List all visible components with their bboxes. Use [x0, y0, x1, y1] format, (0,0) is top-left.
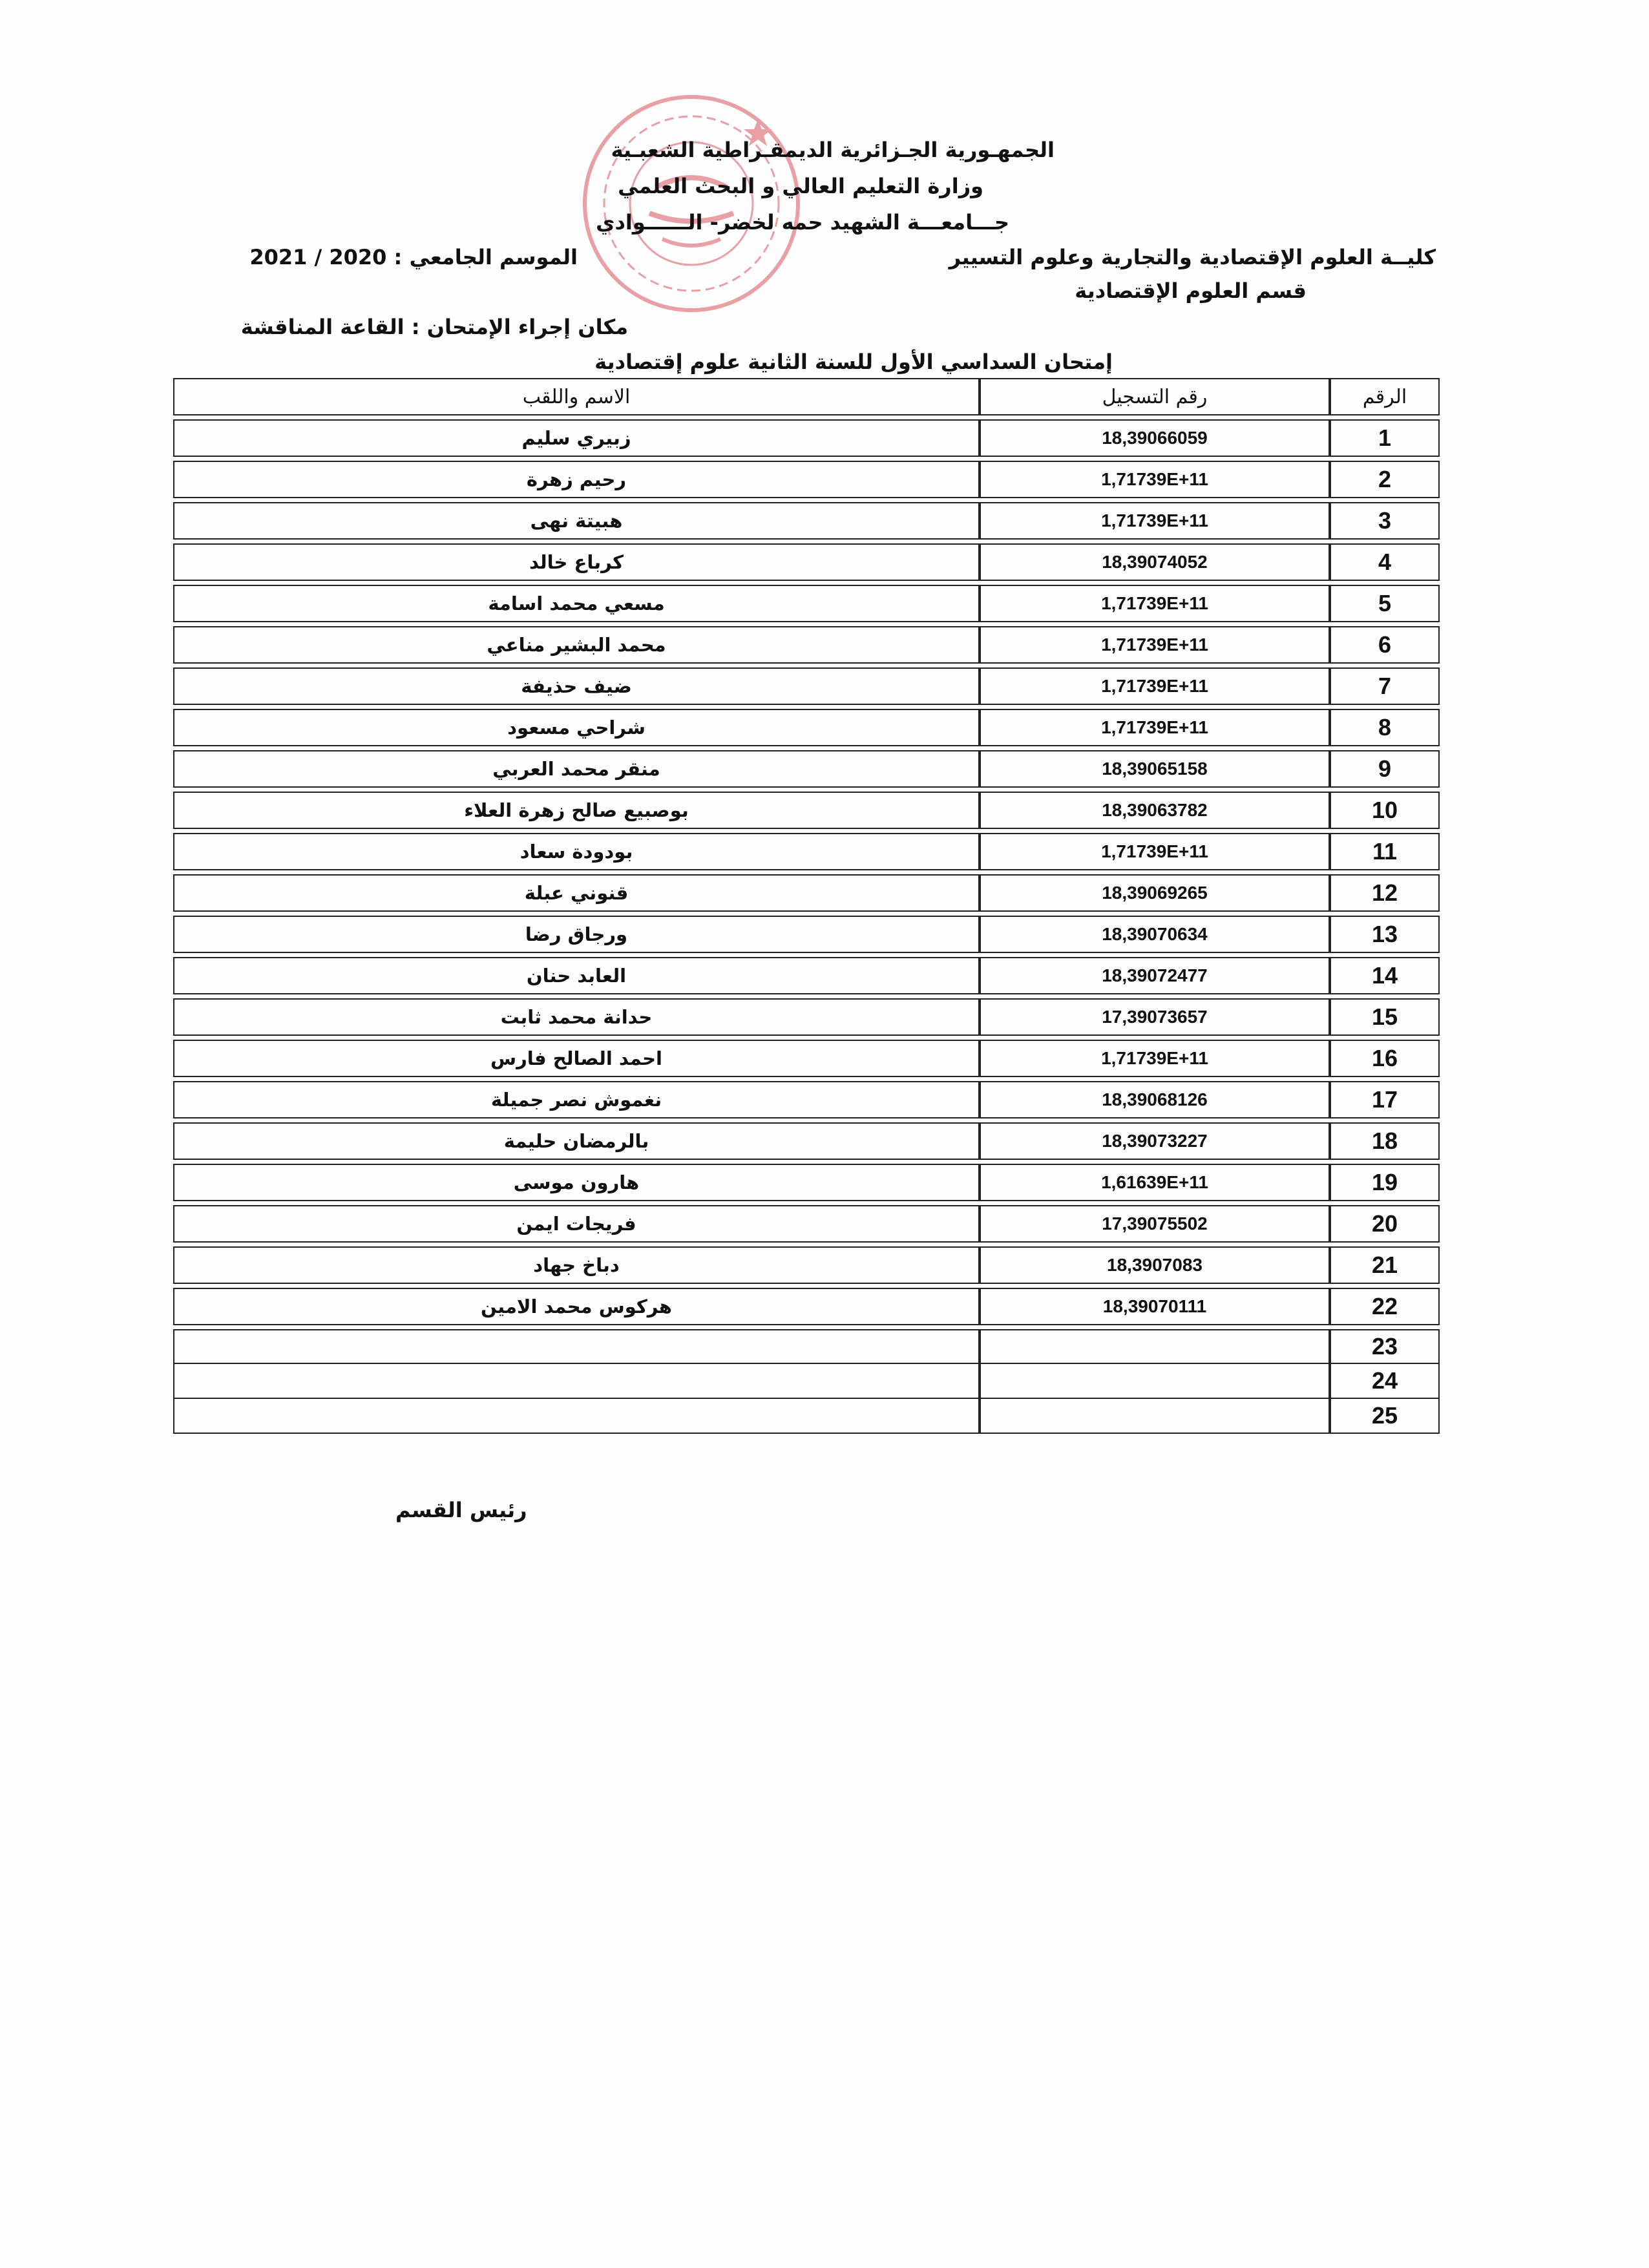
registration-cell-text: 1,71739E+11: [1101, 717, 1208, 737]
student-name-cell-text: هركوس محمد الامين: [481, 1296, 672, 1318]
registration-cell-text: 1,71739E+11: [1101, 841, 1208, 861]
student-name-cell: [173, 957, 980, 994]
student-name-cell: [173, 874, 980, 912]
row-number-cell-text: 13: [1371, 921, 1398, 947]
row-number-cell: [1330, 543, 1440, 581]
row-number-cell: [1330, 792, 1440, 829]
student-name-cell: [173, 502, 980, 540]
registration-cell: [980, 1288, 1330, 1325]
registration-cell-text: 18,3907083: [1107, 1255, 1203, 1275]
registration-cell: [980, 833, 1330, 870]
row-number-cell: [1330, 1246, 1440, 1284]
student-name-cell: [173, 1205, 980, 1243]
exam-title: إمتحان السداسي الأول للسنة الثانية علوم إقتصادية: [594, 350, 1113, 374]
registration-cell: [980, 667, 1330, 705]
student-name-cell-text: العابد حنان: [526, 965, 627, 987]
student-name-cell-text: حدانة محمد ثابت: [500, 1006, 653, 1028]
row-number-cell-text: 25: [1371, 1402, 1398, 1429]
table-header-row: [173, 378, 1440, 419]
registration-cell-text: 1,61639E+11: [1101, 1172, 1208, 1192]
registration-cell: [980, 957, 1330, 994]
registration-cell: [980, 1399, 1330, 1434]
table-row: [173, 998, 1440, 1040]
registration-cell-text: 18,39072477: [1102, 965, 1208, 985]
student-name-cell-text: دباخ جهاد: [533, 1254, 620, 1276]
row-number-cell: [1330, 502, 1440, 540]
table-row: [173, 1246, 1440, 1288]
registration-cell-text: 1,71739E+11: [1101, 593, 1208, 613]
registration-cell: [980, 461, 1330, 498]
row-number-cell: [1330, 750, 1440, 788]
student-name-cell: [173, 1399, 980, 1434]
table-row: [173, 916, 1440, 957]
registration-cell-text: 18,39066059: [1102, 428, 1208, 448]
student-name-cell-text: بوصبيع صالح زهرة العلاء: [464, 799, 689, 821]
republic-heading: الجمهـورية الجـزائرية الديمقـراطية الشعبـية: [611, 138, 1055, 162]
faculty-heading: كليــة العلوم الإقتصادية والتجارية وعلوم التسيير: [949, 245, 1436, 269]
student-name-cell: [173, 1081, 980, 1118]
student-name-cell-text: احمد الصالح فارس: [490, 1047, 662, 1069]
header-name: الاسم واللقب: [173, 378, 980, 415]
table-row: [173, 585, 1440, 626]
ministry-heading: وزارة التعليم العالي و البحث العلمي: [618, 174, 983, 198]
student-name-cell: [173, 461, 980, 498]
student-name-cell: [173, 1122, 980, 1160]
student-name-cell: [173, 916, 980, 953]
student-name-cell-text: هبيتة نهى: [530, 510, 623, 532]
row-number-cell: [1330, 1364, 1440, 1399]
row-number-cell-text: 7: [1378, 673, 1392, 699]
registration-cell: [980, 502, 1330, 540]
student-name-cell-text: مسعي محمد اسامة: [488, 593, 665, 614]
registration-cell: [980, 1164, 1330, 1201]
row-number-cell-text: 1: [1378, 425, 1392, 451]
university-stamp-icon: [578, 90, 804, 317]
row-number-cell: [1330, 916, 1440, 953]
student-name-cell: [173, 998, 980, 1036]
registration-cell-text: 18,39069265: [1102, 883, 1208, 903]
row-number-cell-text: 19: [1371, 1169, 1398, 1195]
table-row: [173, 1164, 1440, 1205]
exam-place: مكان إجراء الإمتحان : القاعة المناقشة: [240, 315, 628, 339]
student-name-cell-text: نغموش نصر جميلة: [490, 1089, 662, 1111]
registration-cell: [980, 1040, 1330, 1077]
row-number-cell: [1330, 626, 1440, 664]
table-row: [173, 750, 1440, 792]
table-row-empty: [173, 1364, 1440, 1399]
row-number-cell-text: 12: [1371, 879, 1398, 906]
table-row: [173, 502, 1440, 543]
student-name-cell-text: قنوني عبلة: [524, 882, 629, 904]
row-number-cell: [1330, 874, 1440, 912]
row-number-cell-text: 4: [1378, 549, 1392, 575]
student-name-cell-text: محمد البشير مناعي: [487, 634, 666, 656]
registration-cell-text: 1,71739E+11: [1101, 635, 1208, 655]
department-heading: قسم العلوم الإقتصادية: [1075, 278, 1307, 303]
student-name-cell-text: ضيف حذيفة: [521, 675, 632, 697]
student-name-cell-text: هارون موسى: [513, 1171, 640, 1193]
signature-label: رئيس القسم: [395, 1498, 527, 1522]
registration-cell: [980, 916, 1330, 953]
student-name-cell-text: رحيم زهرة: [526, 468, 627, 490]
table-row: [173, 709, 1440, 750]
registration-cell: [980, 1246, 1330, 1284]
row-number-cell: [1330, 1081, 1440, 1118]
row-number-cell: [1330, 1205, 1440, 1243]
student-name-cell: [173, 833, 980, 870]
table-row: [173, 626, 1440, 667]
row-number-cell-text: 16: [1371, 1045, 1398, 1071]
row-number-cell: [1330, 833, 1440, 870]
student-name-cell: [173, 667, 980, 705]
student-name-cell-text: شراحي مسعود: [507, 717, 646, 739]
table-row: [173, 419, 1440, 461]
table-row: [173, 1122, 1440, 1164]
table-row-empty: [173, 1329, 1440, 1364]
academic-season: الموسم الجامعي : 2020 / 2021: [249, 245, 578, 269]
student-table: [173, 378, 1440, 1434]
registration-cell-text: 18,39068126: [1102, 1089, 1208, 1109]
row-number-cell-text: 6: [1378, 631, 1392, 658]
registration-cell-text: 17,39073657: [1102, 1007, 1208, 1027]
student-name-cell: [173, 1246, 980, 1284]
registration-cell-text: 1,71739E+11: [1101, 676, 1208, 696]
registration-cell-text: 17,39075502: [1102, 1213, 1208, 1234]
row-number-cell-text: 23: [1371, 1333, 1398, 1360]
row-number-cell: [1330, 1288, 1440, 1325]
row-number-cell: [1330, 957, 1440, 994]
table-row: [173, 1081, 1440, 1122]
registration-cell: [980, 543, 1330, 581]
student-name-cell-text: فريجات ايمن: [516, 1213, 636, 1235]
table-row: [173, 874, 1440, 916]
header-number: الرقم: [1330, 378, 1440, 415]
university-heading: جـــامعـــة الشهيد حمه لخضر- الــــــوادي: [596, 210, 1009, 235]
registration-cell-text: 18,39074052: [1102, 552, 1208, 572]
registration-cell: [980, 1205, 1330, 1243]
student-name-cell-text: زبيري سليم: [521, 427, 631, 449]
student-name-cell: [173, 419, 980, 457]
row-number-cell-text: 14: [1371, 962, 1398, 989]
row-number-cell-text: 21: [1371, 1252, 1398, 1278]
student-name-cell: [173, 709, 980, 746]
row-number-cell: [1330, 419, 1440, 457]
row-number-cell-text: 2: [1378, 466, 1392, 492]
row-number-cell: [1330, 998, 1440, 1036]
student-name-cell: [173, 585, 980, 622]
row-number-cell-text: 22: [1371, 1293, 1398, 1319]
table-row: [173, 543, 1440, 585]
registration-cell-text: 18,39070634: [1102, 924, 1208, 944]
student-name-cell: [173, 1364, 980, 1399]
registration-cell: [980, 585, 1330, 622]
table-row: [173, 1205, 1440, 1246]
registration-cell: [980, 1122, 1330, 1160]
row-number-cell-text: 11: [1372, 838, 1398, 865]
header-registration: رقم التسجيل: [980, 378, 1330, 415]
row-number-cell-text: 24: [1371, 1367, 1398, 1394]
registration-cell: [980, 709, 1330, 746]
registration-cell: [980, 998, 1330, 1036]
student-name-cell: [173, 1288, 980, 1325]
registration-cell: [980, 626, 1330, 664]
student-name-cell-text: بالرمضان حليمة: [503, 1130, 649, 1152]
registration-cell-text: 18,39065158: [1102, 759, 1208, 779]
row-number-cell: [1330, 1329, 1440, 1364]
student-name-cell-text: بودودة سعاد: [520, 841, 633, 863]
table-row: [173, 792, 1440, 833]
row-number-cell-text: 3: [1378, 507, 1392, 534]
student-name-cell-text: كرباع خالد: [529, 551, 624, 573]
row-number-cell-text: 10: [1371, 797, 1398, 823]
row-number-cell: [1330, 667, 1440, 705]
table-row: [173, 461, 1440, 502]
registration-cell-text: 18,39073227: [1102, 1131, 1208, 1151]
registration-cell: [980, 750, 1330, 788]
registration-cell: [980, 1329, 1330, 1364]
student-name-cell: [173, 792, 980, 829]
registration-cell: [980, 419, 1330, 457]
table-row: [173, 1288, 1440, 1329]
row-number-cell-text: 9: [1378, 755, 1392, 782]
student-name-cell: [173, 1164, 980, 1201]
row-number-cell: [1330, 585, 1440, 622]
row-number-cell-text: 18: [1371, 1128, 1398, 1154]
table-row: [173, 833, 1440, 874]
row-number-cell: [1330, 461, 1440, 498]
registration-cell-text: 18,39063782: [1102, 800, 1208, 820]
registration-cell: [980, 1364, 1330, 1399]
registration-cell-text: 1,71739E+11: [1101, 1048, 1208, 1068]
registration-cell: [980, 792, 1330, 829]
registration-cell: [980, 1081, 1330, 1118]
student-name-cell: [173, 543, 980, 581]
student-name-cell: [173, 626, 980, 664]
table-row: [173, 667, 1440, 709]
row-number-cell: [1330, 1122, 1440, 1160]
table-row: [173, 957, 1440, 998]
registration-cell-text: 18,39070111: [1102, 1296, 1207, 1316]
student-name-cell: [173, 1040, 980, 1077]
student-name-cell-text: ورجاق رضا: [525, 923, 628, 945]
registration-cell-text: 1,71739E+11: [1101, 510, 1208, 530]
row-number-cell: [1330, 1164, 1440, 1201]
table-row: [173, 1040, 1440, 1081]
registration-cell: [980, 874, 1330, 912]
table-row-empty: [173, 1399, 1440, 1434]
student-name-cell: [173, 750, 980, 788]
row-number-cell: [1330, 1399, 1440, 1434]
row-number-cell-text: 17: [1371, 1086, 1398, 1113]
row-number-cell-text: 20: [1371, 1210, 1398, 1237]
row-number-cell-text: 15: [1371, 1003, 1398, 1030]
row-number-cell-text: 5: [1378, 590, 1392, 616]
registration-cell-text: 1,71739E+11: [1101, 469, 1208, 489]
row-number-cell: [1330, 709, 1440, 746]
student-name-cell-text: منقر محمد العربي: [492, 758, 660, 780]
row-number-cell: [1330, 1040, 1440, 1077]
row-number-cell-text: 8: [1378, 714, 1392, 740]
student-name-cell: [173, 1329, 980, 1364]
